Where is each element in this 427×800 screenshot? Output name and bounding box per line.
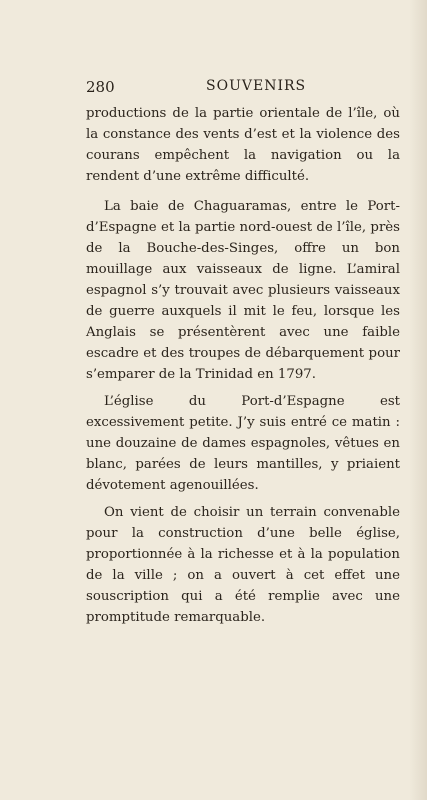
paragraph-chaguaramas: La baie de Chaguaramas, entre le Port-d’Espagne et la partie nord-ouest de l’île, près de la Bouche-des-Singes, offre un bon mouillage aux vaisseaux de ligne. L’amiral espagnol s’y trouvait avec plusieurs vaisseaux de guerre auxquels il mit le feu, lorsque les Anglais se présentèrent avec une faible escadre et des troupes de débarquement pour s’emparer de la Trinidad en 1797. — [86, 199, 400, 382]
paragraph-souscription: On vient de choisir un terrain convenable pour la construction d’une belle église, proportionnée à la richesse et à la population de la ville ; on a ouvert à cet effet une souscription qui a été remplie avec une promptitude remarquable. — [86, 505, 400, 625]
page-number: 280 — [86, 78, 115, 96]
paragraph-eglise: L’église du Port-d’Espagne est excessivement petite. J’y suis entré ce matin : une douzaine de dames espagnoles, vêtues en blanc, parées de leurs mantilles, y priaient dévotement agenouillées. — [86, 394, 400, 493]
page-edge-shadow — [409, 0, 427, 800]
running-head: SOUVENIRS — [206, 78, 307, 94]
paragraph-continuation: productions de la partie orientale de l’île, où la constance des vents d’est et la violence des courans empêchent la navigation ou la rendent d’une extrême difficulté. — [86, 106, 400, 184]
page-header — [86, 78, 386, 100]
body-text — [86, 103, 400, 634]
